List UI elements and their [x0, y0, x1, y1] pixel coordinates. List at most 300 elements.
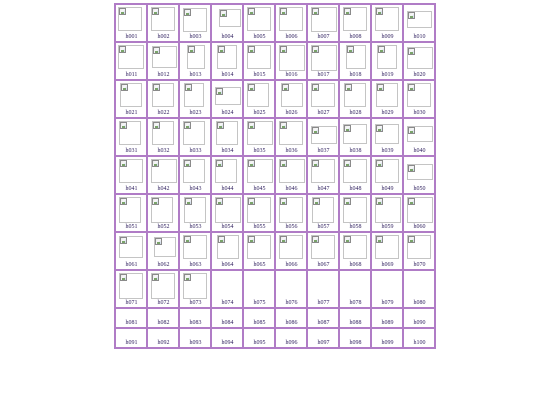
thumbnail-area [341, 329, 370, 339]
cell-code-label: h087 [317, 320, 330, 326]
cell-code-label: h003 [189, 34, 202, 40]
thumbnail-area [309, 233, 338, 261]
thumbnail-area [117, 233, 146, 261]
broken-image-icon [408, 12, 415, 19]
thumbnail-image[interactable] [279, 45, 305, 71]
thumbnail-image[interactable] [247, 235, 271, 259]
grid-cell [307, 80, 339, 118]
grid-cell [275, 118, 307, 156]
thumbnail-area [149, 195, 178, 223]
grid-cell [339, 42, 371, 80]
grid-cell [307, 4, 339, 42]
thumbnail-image[interactable] [183, 8, 207, 32]
thumbnail-area [405, 43, 434, 71]
grid-cell [339, 308, 371, 328]
cell-code-label: h094 [221, 340, 234, 346]
cell-code-label: h074 [221, 300, 234, 306]
cell-code-label: h078 [349, 300, 362, 306]
cell-code-label: h033 [189, 148, 202, 154]
thumbnail-image[interactable] [120, 83, 142, 107]
cell-code-label: h072 [157, 300, 170, 306]
thumbnail-image[interactable] [119, 197, 141, 223]
broken-image-icon [119, 46, 126, 53]
thumbnail-area [341, 233, 370, 261]
thumbnail-area [277, 195, 306, 223]
thumbnail-image[interactable] [407, 164, 433, 180]
grid-cell [307, 156, 339, 194]
thumbnail-image[interactable] [215, 197, 241, 223]
broken-image-icon [312, 236, 319, 243]
thumbnail-image[interactable] [247, 45, 271, 69]
grid-cell [115, 42, 147, 80]
broken-image-icon [408, 48, 415, 55]
thumbnail-image[interactable] [407, 47, 433, 69]
cell-code-label: h036 [285, 148, 298, 154]
thumbnail-image[interactable] [375, 7, 399, 31]
thumbnail-image[interactable] [119, 159, 143, 183]
broken-image-icon [248, 46, 255, 53]
broken-image-icon [280, 8, 287, 15]
thumbnail-image[interactable] [279, 235, 303, 259]
thumbnail-image[interactable] [407, 126, 433, 142]
grid-row [115, 232, 435, 270]
thumbnail-area [245, 119, 274, 147]
grid-cell [307, 194, 339, 232]
thumbnail-image[interactable] [151, 197, 173, 223]
thumbnail-image[interactable] [247, 121, 273, 145]
broken-image-icon [218, 236, 225, 243]
broken-image-icon [153, 84, 160, 91]
thumbnail-area [405, 233, 434, 261]
broken-image-icon [312, 46, 319, 53]
grid-cell [403, 308, 435, 328]
thumbnail-area [149, 233, 178, 261]
grid-row [115, 156, 435, 194]
cell-code-label: h031 [125, 148, 138, 154]
cell-code-label: h046 [285, 186, 298, 192]
grid-cell [339, 194, 371, 232]
thumbnail-image[interactable] [217, 45, 237, 69]
broken-image-icon [184, 236, 191, 243]
thumbnail-image[interactable] [183, 273, 207, 299]
broken-image-icon [345, 84, 352, 91]
thumbnail-area [405, 157, 434, 185]
thumbnail-image[interactable] [216, 121, 238, 145]
broken-image-icon [280, 198, 287, 205]
grid-cell [211, 232, 243, 270]
cell-code-label: h086 [285, 320, 298, 326]
thumbnail-image[interactable] [407, 197, 433, 223]
grid-cell [275, 80, 307, 118]
cell-code-label: h085 [253, 320, 266, 326]
broken-image-icon [408, 127, 415, 134]
thumbnail-area [181, 271, 210, 299]
thumbnail-image[interactable] [344, 83, 366, 107]
thumbnail-area [117, 195, 146, 223]
cell-code-label: h069 [381, 262, 394, 268]
thumbnail-image[interactable] [407, 235, 431, 259]
cell-code-label: h049 [381, 186, 394, 192]
thumbnail-area [341, 157, 370, 185]
grid-cell [275, 308, 307, 328]
grid-cell [371, 42, 403, 80]
broken-image-icon [408, 84, 415, 91]
broken-image-icon [376, 198, 383, 205]
cell-code-label: h097 [317, 340, 330, 346]
thumbnail-image[interactable] [247, 83, 269, 107]
broken-image-icon [184, 9, 191, 16]
grid-row [115, 42, 435, 80]
broken-image-icon [376, 236, 383, 243]
broken-image-icon [248, 84, 255, 91]
grid-cell [211, 80, 243, 118]
broken-image-icon [155, 238, 162, 245]
grid-cell [147, 270, 179, 308]
thumbnail-image[interactable] [184, 197, 206, 223]
grid-cell [147, 42, 179, 80]
broken-image-icon [312, 160, 319, 167]
cell-code-label: h051 [125, 224, 138, 230]
cell-code-label: h052 [157, 224, 170, 230]
cell-code-label: h037 [317, 148, 330, 154]
thumbnail-area [117, 43, 146, 71]
grid-cell [179, 156, 211, 194]
thumbnail-image[interactable] [377, 45, 397, 69]
grid-cell [147, 308, 179, 328]
broken-image-icon [152, 8, 159, 15]
cell-code-label: h011 [125, 72, 138, 78]
broken-image-icon [120, 160, 127, 167]
cell-code-label: h032 [157, 148, 170, 154]
grid-cell [371, 194, 403, 232]
thumbnail-area [277, 5, 306, 33]
cell-code-label: h005 [253, 34, 266, 40]
grid-cell [403, 118, 435, 156]
cell-code-label: h021 [125, 110, 138, 116]
grid-cell [403, 42, 435, 80]
thumbnail-image[interactable] [376, 83, 398, 107]
thumbnail-area [149, 309, 178, 319]
thumbnail-image[interactable] [184, 83, 204, 107]
thumbnail-image[interactable] [151, 273, 175, 299]
thumbnail-area [405, 119, 434, 147]
thumbnail-image[interactable] [311, 45, 337, 71]
grid-cell [147, 194, 179, 232]
thumbnail-area [373, 195, 402, 223]
thumbnail-image[interactable] [152, 121, 174, 145]
thumbnail-image[interactable] [217, 235, 239, 259]
thumbnail-area [213, 233, 242, 261]
grid-cell [275, 156, 307, 194]
broken-image-icon [216, 88, 223, 95]
cell-code-label: h016 [285, 72, 298, 78]
thumbnail-area [405, 195, 434, 223]
grid-cell [211, 308, 243, 328]
thumbnail-image[interactable] [279, 121, 303, 145]
cell-code-label: h050 [413, 186, 426, 192]
grid-cell [179, 328, 211, 348]
thumbnail-area [213, 309, 242, 319]
grid-cell [403, 156, 435, 194]
grid-cell [211, 4, 243, 42]
grid-cell [371, 328, 403, 348]
thumbnail-area [149, 119, 178, 147]
broken-image-icon [313, 198, 320, 205]
broken-image-icon [152, 198, 159, 205]
grid-cell [339, 270, 371, 308]
cell-code-label: h013 [189, 72, 202, 78]
broken-image-icon [248, 160, 255, 167]
grid-cell [307, 42, 339, 80]
thumbnail-image[interactable] [215, 87, 241, 105]
broken-image-icon [282, 84, 289, 91]
thumbnail-area [341, 195, 370, 223]
thumbnail-image[interactable] [312, 197, 334, 223]
cell-code-label: h062 [157, 262, 170, 268]
broken-image-icon [217, 122, 224, 129]
thumbnail-area [181, 81, 210, 109]
thumbnail-image[interactable] [375, 124, 399, 144]
broken-image-icon [344, 8, 351, 15]
thumbnail-image[interactable] [375, 197, 401, 223]
broken-image-icon [188, 46, 195, 53]
thumbnail-area [373, 233, 402, 261]
thumbnail-image[interactable] [187, 45, 205, 69]
cell-code-label: h026 [285, 110, 298, 116]
broken-image-icon [408, 165, 415, 172]
cell-code-label: h030 [413, 110, 426, 116]
cell-code-label: h082 [157, 320, 170, 326]
thumbnail-image[interactable] [118, 45, 144, 69]
thumbnail-image[interactable] [343, 197, 367, 223]
grid-cell [243, 80, 275, 118]
thumbnail-area [309, 43, 338, 71]
thumbnail-image[interactable] [311, 7, 337, 32]
grid-cell [211, 270, 243, 308]
cell-code-label: h018 [349, 72, 362, 78]
thumbnail-area [213, 5, 242, 33]
grid-cell [371, 118, 403, 156]
thumbnail-area [245, 43, 274, 71]
cell-code-label: h017 [317, 72, 330, 78]
grid-cell [115, 328, 147, 348]
thumbnail-image[interactable] [343, 7, 367, 31]
grid-cell [243, 4, 275, 42]
thumbnail-image[interactable] [119, 121, 141, 145]
broken-image-icon [216, 198, 223, 205]
grid-cell [275, 42, 307, 80]
cell-code-label: h038 [349, 148, 362, 154]
grid-cell [275, 232, 307, 270]
cell-code-label: h020 [413, 72, 426, 78]
cell-code-label: h015 [253, 72, 266, 78]
grid-cell [147, 4, 179, 42]
broken-image-icon [344, 198, 351, 205]
thumbnail-area [309, 289, 338, 299]
thumbnail-area [245, 233, 274, 261]
thumbnail-image[interactable] [375, 235, 399, 259]
thumbnail-image[interactable] [247, 197, 271, 223]
cell-code-label: h063 [189, 262, 202, 268]
cell-code-label: h008 [349, 34, 362, 40]
grid-row [115, 118, 435, 156]
thumbnail-area [213, 43, 242, 71]
thumbnail-image[interactable] [343, 159, 367, 183]
grid-cell [243, 270, 275, 308]
thumbnail-area [341, 309, 370, 319]
thumbnail-image[interactable] [311, 235, 335, 259]
cell-code-label: h056 [285, 224, 298, 230]
broken-image-icon [120, 122, 127, 129]
thumbnail-image[interactable] [183, 121, 205, 145]
grid-cell [115, 232, 147, 270]
thumbnail-image[interactable] [118, 7, 142, 31]
thumbnail-area [309, 119, 338, 147]
grid-cell [403, 194, 435, 232]
thumbnail-image[interactable] [183, 235, 207, 259]
grid-cell [179, 194, 211, 232]
thumbnail-area [373, 309, 402, 319]
thumbnail-image[interactable] [183, 159, 205, 183]
thumbnail-image[interactable] [152, 83, 174, 107]
thumbnail-image[interactable] [343, 235, 367, 259]
broken-image-icon [347, 46, 354, 53]
thumbnail-area [181, 309, 210, 319]
thumbnail-image[interactable] [311, 126, 337, 144]
grid-cell [307, 308, 339, 328]
broken-image-icon [376, 8, 383, 15]
thumbnail-image[interactable] [215, 159, 237, 183]
broken-image-icon [280, 236, 287, 243]
cell-code-label: h024 [221, 110, 234, 116]
cell-code-label: h099 [381, 340, 394, 346]
grid-cell [147, 118, 179, 156]
grid-row [115, 80, 435, 118]
thumbnail-area [117, 119, 146, 147]
thumbnail-area [213, 289, 242, 299]
thumbnail-image[interactable] [247, 7, 271, 31]
thumbnail-image[interactable] [407, 11, 432, 28]
broken-image-icon [312, 84, 319, 91]
thumbnail-image[interactable] [154, 237, 176, 257]
cell-code-label: h060 [413, 224, 426, 230]
thumbnail-image[interactable] [311, 83, 335, 107]
cell-code-label: h095 [253, 340, 266, 346]
thumbnail-area [341, 119, 370, 147]
thumbnail-area [181, 43, 210, 71]
grid-cell [179, 42, 211, 80]
thumbnail-area [213, 81, 242, 109]
cell-code-label: h080 [413, 300, 426, 306]
thumbnail-image[interactable] [279, 197, 303, 223]
thumbnail-image[interactable] [279, 7, 303, 31]
thumbnail-area [405, 5, 434, 33]
image-grid-table [114, 3, 436, 349]
thumbnail-area [373, 157, 402, 185]
thumbnail-image[interactable] [119, 236, 143, 258]
thumbnail-image[interactable] [219, 9, 241, 27]
cell-code-label: h014 [221, 72, 234, 78]
cell-code-label: h055 [253, 224, 266, 230]
cell-code-label: h002 [157, 34, 170, 40]
cell-code-label: h029 [381, 110, 394, 116]
grid-cell [403, 80, 435, 118]
thumbnail-image[interactable] [247, 159, 273, 183]
grid-cell [147, 328, 179, 348]
cell-code-label: h027 [317, 110, 330, 116]
cell-code-label: h073 [189, 300, 202, 306]
grid-cell [211, 118, 243, 156]
broken-image-icon [344, 236, 351, 243]
grid-cell [307, 232, 339, 270]
grid-row [115, 194, 435, 232]
thumbnail-image[interactable] [375, 159, 399, 183]
broken-image-icon [216, 160, 223, 167]
cell-code-label: h034 [221, 148, 234, 154]
broken-image-icon [248, 122, 255, 129]
thumbnail-area [341, 289, 370, 299]
broken-image-icon [376, 125, 383, 132]
cell-code-label: h100 [413, 340, 426, 346]
broken-image-icon [280, 46, 287, 53]
thumbnail-image[interactable] [151, 159, 177, 183]
thumbnail-area [277, 43, 306, 71]
grid-cell [115, 80, 147, 118]
grid-cell [147, 232, 179, 270]
grid-cell [115, 270, 147, 308]
image-grid-body [115, 4, 435, 348]
cell-code-label: h079 [381, 300, 394, 306]
grid-cell [339, 328, 371, 348]
cell-code-label: h004 [221, 34, 234, 40]
thumbnail-area [373, 289, 402, 299]
broken-image-icon [120, 274, 127, 281]
broken-image-icon [344, 160, 351, 167]
thumbnail-image[interactable] [119, 273, 143, 299]
grid-cell [307, 118, 339, 156]
grid-cell [371, 232, 403, 270]
cell-code-label: h083 [189, 320, 202, 326]
broken-image-icon [408, 198, 415, 205]
cell-code-label: h098 [349, 340, 362, 346]
thumbnail-image[interactable] [407, 83, 431, 107]
cell-code-label: h092 [157, 340, 170, 346]
thumbnail-image[interactable] [279, 159, 305, 183]
grid-cell [147, 156, 179, 194]
thumbnail-image[interactable] [346, 45, 366, 69]
cell-code-label: h035 [253, 148, 266, 154]
thumbnail-image[interactable] [151, 7, 175, 31]
thumbnail-area [373, 329, 402, 339]
cell-code-label: h006 [285, 34, 298, 40]
thumbnail-image[interactable] [281, 83, 303, 107]
thumbnail-image[interactable] [343, 124, 367, 144]
cell-code-label: h089 [381, 320, 394, 326]
cell-code-label: h067 [317, 262, 330, 268]
cell-code-label: h019 [381, 72, 394, 78]
cell-code-label: h022 [157, 110, 170, 116]
grid-cell [115, 156, 147, 194]
cell-code-label: h093 [189, 340, 202, 346]
thumbnail-image[interactable] [311, 159, 335, 183]
grid-cell [371, 156, 403, 194]
grid-cell [275, 194, 307, 232]
broken-image-icon [378, 46, 385, 53]
broken-image-icon [121, 84, 128, 91]
thumbnail-image[interactable] [152, 46, 177, 68]
cell-code-label: h064 [221, 262, 234, 268]
grid-cell [371, 4, 403, 42]
